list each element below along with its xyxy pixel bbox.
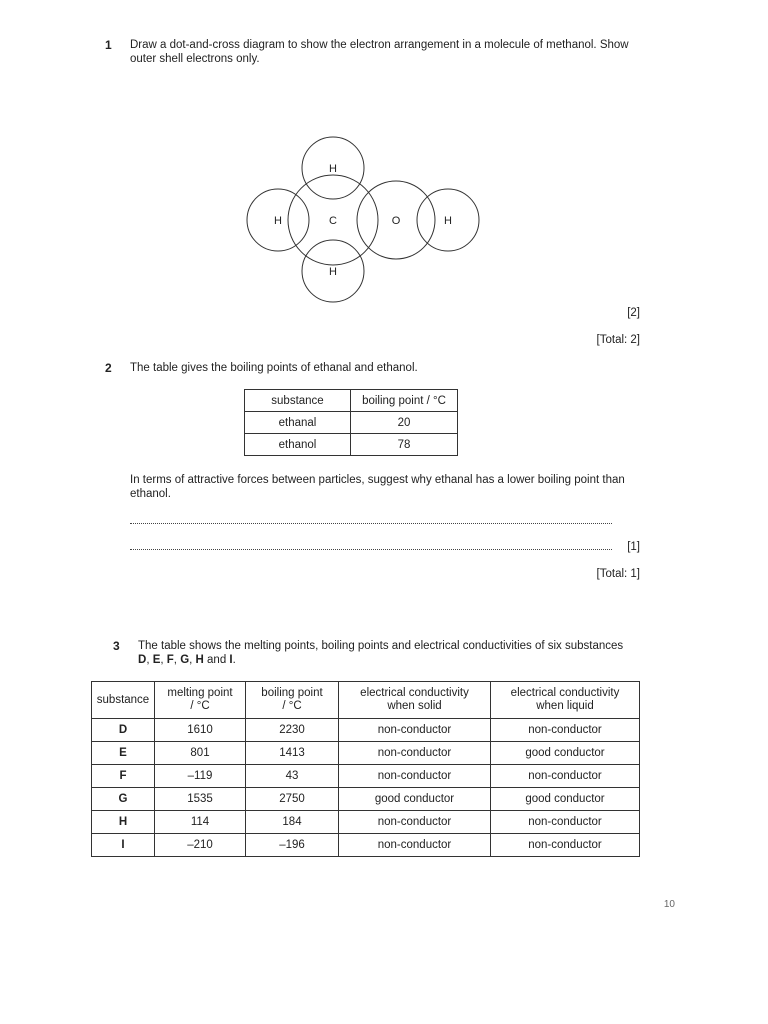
header-liquid-line-2: when liquid [536,700,594,712]
question-1-marks: [2] [627,307,640,319]
question-2-prompt-line-1: In terms of attractive forces between particles, suggest why ethanal has a lower boiling point than [130,474,625,486]
table-header-row [245,390,458,412]
cell-substance: G [92,788,155,811]
cell-conductivity-liquid: non-conductor [491,719,640,742]
cell-substance: D [92,719,155,742]
header-substance: substance [245,390,351,412]
cell-substance: H [92,811,155,834]
cell-conductivity-liquid: non-conductor [491,811,640,834]
cell-melting-point: 114 [155,811,246,834]
cell-substance: F [92,765,155,788]
separator: , [173,654,181,666]
cell-melting-point: 801 [155,742,246,765]
substances-table [91,681,640,857]
header-liquid-line-1: electrical conductivity [510,687,620,699]
header-substance: substance [92,682,155,719]
table-row [92,811,640,834]
separator: , [189,654,196,666]
table-row [92,834,640,857]
atom-label-o: O [391,215,401,227]
cell-boiling-point: 2750 [246,788,339,811]
header-solid-line-2: when solid [387,700,442,712]
cell-conductivity-liquid: good conductor [491,788,640,811]
page-number: 10 [663,899,675,910]
atom-label-c: C [329,215,337,227]
question-2-marks: [1] [627,541,640,553]
letter-e: E [152,654,161,666]
answer-line-1[interactable] [130,523,612,524]
cell-melting-point: 1535 [155,788,246,811]
answer-line-2[interactable] [130,549,612,550]
cell-melting-point: –210 [155,834,246,857]
sentence-end: . [232,654,236,666]
table-header-row [92,682,640,719]
cell-boiling-point: 43 [246,765,339,788]
cell-substance: E [92,742,155,765]
question-1-line-2: outer shell electrons only. [130,53,260,65]
cell-boiling-point: 1413 [246,742,339,765]
header-solid-line-1: electrical conductivity [360,687,469,699]
question-1-line-1: Draw a dot-and-cross diagram to show the electron arrangement in a molecule of methanol. Show [130,39,629,51]
cell-conductivity-liquid: non-conductor [491,834,640,857]
question-1-number: 1 [105,38,112,52]
cell-conductivity-liquid: good conductor [491,742,640,765]
separator: , [146,654,153,666]
table-row [245,434,458,456]
cell-boiling-point: 2230 [246,719,339,742]
cell-boiling-point: 184 [246,811,339,834]
cell-conductivity-solid: non-conductor [339,834,491,857]
atom-label-left-h: H [274,215,282,227]
table-row [245,412,458,434]
atom-label-right-h: H [444,215,452,227]
letter-g: G [180,654,190,666]
cell-melting-point: 1610 [155,719,246,742]
letter-f: F [166,654,174,666]
cell-substance: ethanal [245,412,351,434]
letter-d: D [138,654,147,666]
question-1-total: [Total: 2] [596,334,640,346]
header-melting-line-2: / °C [190,700,210,712]
header-melting-line-1: melting point [167,687,233,699]
table-row [92,742,640,765]
header-boiling-point: boiling point / °C [351,390,458,412]
question-2-prompt [130,473,650,501]
cell-substance: I [92,834,155,857]
table-row [92,765,640,788]
cell-conductivity-solid: non-conductor [339,719,491,742]
cell-boiling-point: –196 [246,834,339,857]
cell-conductivity-solid: good conductor [339,788,491,811]
letter-i: I [229,654,233,666]
header-melting-point [155,682,246,719]
methanol-circle-diagram [230,130,500,315]
question-3-line-1: The table shows the melting points, boiling points and electrical conductivities of six substances [138,640,624,652]
cell-conductivity-solid: non-conductor [339,811,491,834]
cell-boiling-point: 20 [351,412,458,434]
question-2-total: [Total: 1] [596,568,640,580]
table-row [92,788,640,811]
question-2-prompt-line-2: ethanol. [130,488,171,500]
atom-label-top-h: H [329,163,337,175]
atom-label-bottom-h: H [329,266,337,278]
cell-conductivity-solid: non-conductor [339,765,491,788]
header-conductivity-solid [339,682,491,719]
question-1-text [130,38,650,66]
separator: and [203,654,230,666]
header-boiling-point [246,682,339,719]
separator: , [160,654,167,666]
header-boiling-line-1: boiling point [261,687,323,699]
cell-substance: ethanol [245,434,351,456]
cell-conductivity-solid: non-conductor [339,742,491,765]
question-3-line-2 [138,653,668,667]
cell-boiling-point: 78 [351,434,458,456]
question-3-text [138,639,668,667]
question-3-number: 3 [113,639,120,653]
header-conductivity-liquid [491,682,640,719]
header-boiling-line-2: / °C [282,700,302,712]
cell-melting-point: –119 [155,765,246,788]
table-row [92,719,640,742]
question-2-number: 2 [105,361,112,375]
letter-h: H [195,654,204,666]
boiling-points-table [244,389,458,456]
question-2-text: The table gives the boiling points of ethanal and ethanol. [130,362,418,374]
cell-conductivity-liquid: non-conductor [491,765,640,788]
